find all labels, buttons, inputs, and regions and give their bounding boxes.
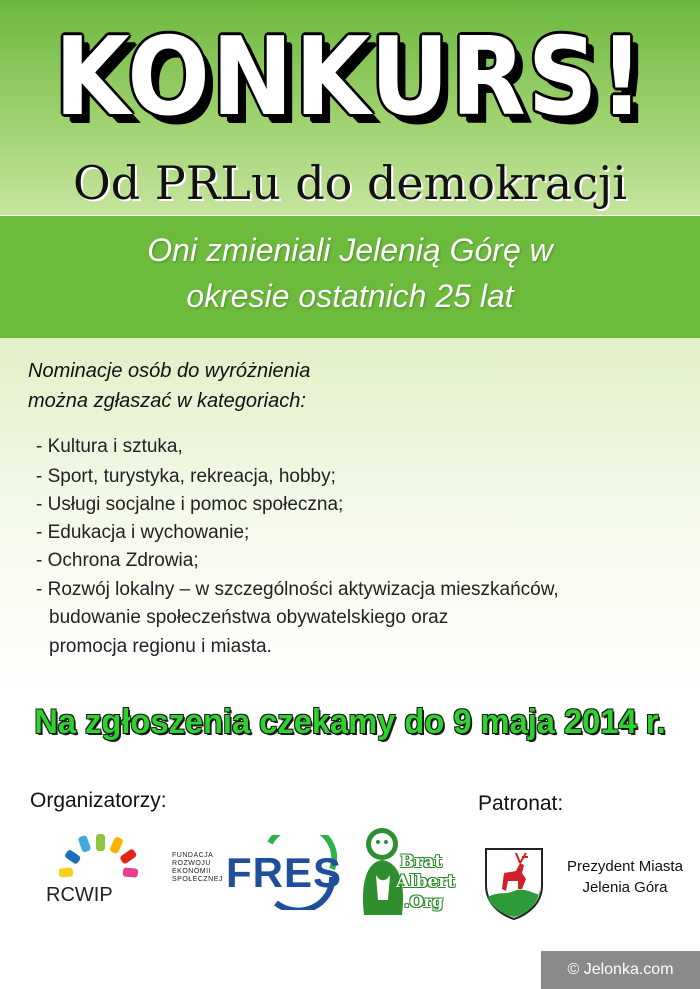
watermark-badge: © Jelonka.com [541,951,700,989]
category-item: - Sport, turystyka, rekreacja, hobby; [36,466,336,487]
poster-title: KONKURS! [54,15,646,140]
deadline-notice: Na zgłoszenia czekamy do 9 maja 2014 r. [34,703,666,741]
fres-small-line: EKONOMII [172,868,212,875]
category-item: - Kultura i sztuka, [36,436,183,457]
rcwip-logo [40,832,160,912]
rcwip-sun-icon [40,832,160,888]
fres-small-line: SPOŁECZNEJ [172,876,223,883]
fres-logo [172,835,343,910]
poster-subtitle: Od PRLu do demokracji [73,156,627,210]
brat-albert-logo [354,820,456,918]
category-continuation: budowanie społeczeństwa obywatelskiego oraz [49,607,449,628]
org-text: .Org [404,892,444,911]
deer-crest-icon [482,845,546,921]
fres-text: FRES [226,849,343,896]
rcwip-text: RCWIP [46,884,113,906]
albert-text: Albert [396,872,456,892]
category-item: - Rozwój lokalny – w szczególności aktywizacja mieszkańców, [36,579,559,600]
fres-small-line: FUNDACJA [172,852,214,859]
nomination-intro-line-1: Nominacje osób do wyróżnienia [28,360,311,382]
nomination-intro-line-2: można zgłaszać w kategoriach: [28,390,306,412]
category-item: - Edukacja i wychowanie; [36,522,250,543]
category-item: - Usługi socjalne i pomoc społeczna; [36,494,344,515]
patronage-label: Patronat: [478,792,564,815]
band-text-line-2: okresie ostatnich 25 lat [186,278,514,314]
fres-small-line: ROZWOJU [172,860,211,867]
jelenia-gora-crest [482,845,546,921]
organizers-label: Organizatorzy: [30,789,167,812]
brat-text: Brat [400,852,443,872]
band-text-line-1: Oni zmieniali Jelenią Górę w [147,232,553,268]
patron-title-line-2: Jelenia Góra [582,879,668,896]
category-item: - Ochrona Zdrowia; [36,550,199,571]
category-continuation: promocja regionu i miasta. [49,636,272,657]
patron-title-line-1: Prezydent Miasta [567,858,683,875]
